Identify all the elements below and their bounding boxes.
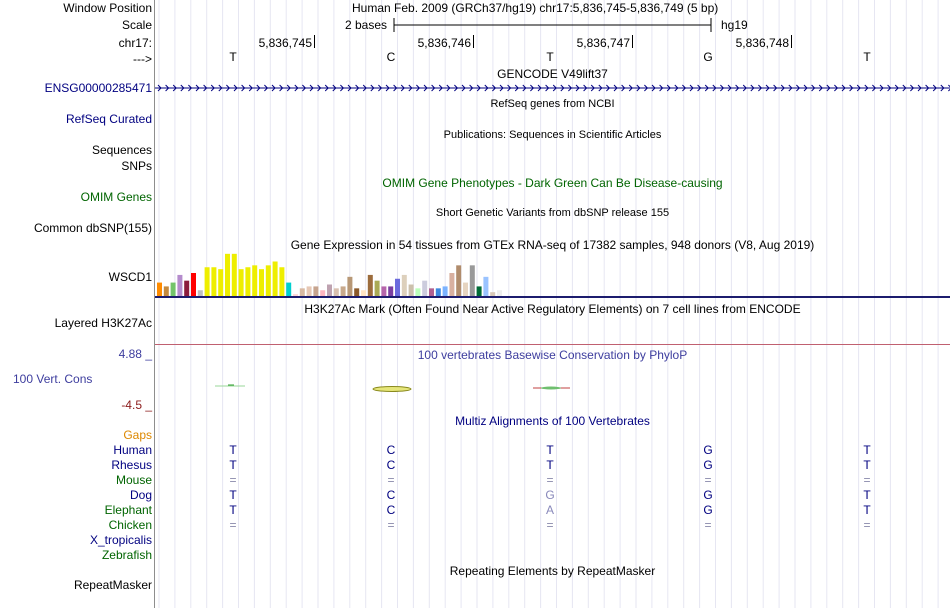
gtex-tissue-bar[interactable] — [293, 294, 298, 296]
multiz-aligned-base: T — [229, 488, 237, 502]
multiz-species-label[interactable]: Dog — [129, 488, 152, 502]
multiz-aligned-base: T — [229, 443, 237, 457]
multiz-aligned-base: T — [863, 503, 871, 517]
multiz-aligned-base: T — [229, 458, 237, 472]
gtex-tissue-bar[interactable] — [218, 269, 223, 296]
pubs-label-snps[interactable]: SNPs — [121, 159, 152, 173]
multiz-aligned-base: T — [229, 503, 237, 517]
multiz-species-label[interactable]: Rhesus — [111, 458, 152, 472]
gtex-tissue-bar[interactable] — [171, 283, 176, 296]
gtex-tissue-bar[interactable] — [477, 286, 482, 296]
gtex-tissue-bar[interactable] — [191, 273, 196, 296]
gtex-tissue-bar[interactable] — [429, 288, 434, 296]
assembly-position-text: Human Feb. 2009 (GRCh37/hg19) chr17:5,836,745-5,836,749 (5 bp) — [352, 1, 719, 15]
multiz-species-label[interactable]: Elephant — [104, 503, 152, 517]
rmsk-track-title[interactable]: Repeating Elements by RepeatMasker — [449, 564, 656, 578]
gtex-tissue-bar[interactable] — [375, 281, 380, 296]
gtex-tissue-bar[interactable] — [286, 283, 291, 296]
multiz-aligned-base: = — [546, 473, 554, 487]
multiz-aligned-base: = — [229, 518, 237, 532]
multiz-aligned-base: G — [703, 443, 713, 457]
multiz-aligned-base: = — [229, 473, 237, 487]
gtex-tissue-bar[interactable] — [184, 281, 189, 296]
gtex-tissue-bar[interactable] — [415, 288, 420, 296]
multiz-aligned-base: T — [546, 458, 554, 472]
gencode-gene-feature[interactable] — [155, 81, 950, 95]
gtex-tissue-bar[interactable] — [436, 288, 441, 296]
gtex-tissue-bar[interactable] — [252, 265, 257, 296]
gtex-tissue-bar[interactable] — [381, 286, 386, 296]
multiz-aligned-base: G — [703, 488, 713, 502]
scale-label: Scale — [121, 18, 152, 32]
gtex-tissue-bar[interactable] — [300, 288, 305, 296]
h3k27ac-baseline — [155, 344, 950, 345]
multiz-aligned-base: = — [704, 518, 712, 532]
gtex-tissue-bar[interactable] — [313, 286, 318, 296]
reference-base: T — [546, 50, 554, 64]
gtex-tissue-bar[interactable] — [409, 285, 414, 297]
phylop-min-label: -4.5 _ — [121, 398, 152, 412]
gtex-tissue-bar[interactable] — [443, 286, 448, 296]
scale-db: hg19 — [721, 18, 748, 32]
gtex-tissue-bar[interactable] — [470, 265, 475, 296]
multiz-aligned-base: = — [863, 473, 871, 487]
gtex-tissue-bar[interactable] — [395, 279, 400, 296]
pubs-track-title[interactable]: Publications: Sequences in Scientific Articles — [443, 129, 662, 141]
multiz-aligned-base: C — [386, 503, 396, 517]
multiz-aligned-base: T — [863, 443, 871, 457]
scale-bar — [393, 17, 713, 33]
multiz-aligned-base: = — [387, 518, 395, 532]
coordinate-tick — [791, 35, 792, 48]
gtex-tissue-bar[interactable] — [341, 286, 346, 296]
multiz-aligned-base: G — [545, 488, 555, 502]
multiz-aligned-base: G — [703, 458, 713, 472]
gtex-tissue-bar[interactable] — [177, 275, 182, 296]
coordinate-label: 5,836,748 — [735, 36, 789, 50]
gtex-tissue-bar[interactable] — [320, 290, 325, 296]
gtex-track-title[interactable]: Gene Expression in 54 tissues from GTEx RNA-seq of 17382 samples, 948 donors (V8, Aug 2019) — [290, 238, 815, 252]
h3k27ac-track-title[interactable]: H3K27Ac Mark (Often Found Near Active Regulatory Elements) on 7 cell lines from ENCODE — [304, 302, 801, 316]
multiz-gaps-label[interactable]: Gaps — [123, 428, 152, 442]
gtex-tissue-bar[interactable] — [456, 265, 461, 296]
chrom-label: chr17: — [118, 36, 152, 50]
gtex-tissue-bar[interactable] — [483, 277, 488, 296]
gtex-tissue-bar[interactable] — [449, 273, 454, 296]
multiz-species-label[interactable]: Human — [113, 443, 152, 457]
pubs-label-sequences[interactable]: Sequences — [91, 143, 152, 157]
gtex-tissue-bar[interactable] — [164, 286, 169, 296]
gtex-tissue-bar[interactable] — [368, 275, 373, 296]
coordinate-tick — [473, 35, 474, 48]
multiz-aligned-base: A — [545, 503, 554, 517]
phylop-track-title[interactable]: 100 vertebrates Basewise Conservation by PhyloP — [417, 348, 688, 362]
gtex-tissue-bar[interactable] — [402, 275, 407, 296]
coordinate-label: 5,836,746 — [417, 36, 471, 50]
gtex-tissue-bar[interactable] — [361, 290, 366, 296]
gencode-gene-label[interactable]: ENSG00000285471 — [44, 81, 152, 95]
refseq-track-label[interactable]: RefSeq Curated — [65, 112, 152, 126]
coordinate-label: 5,836,745 — [258, 36, 312, 50]
dbsnp-track-title[interactable]: Short Genetic Variants from dbSNP release 155 — [435, 207, 670, 219]
multiz-species-label[interactable]: Mouse — [115, 473, 152, 487]
omim-track-title[interactable]: OMIM Gene Phenotypes - Dark Green Can Be Disease-causing — [382, 176, 723, 190]
multiz-aligned-base: = — [387, 473, 395, 487]
window-position-label: Window Position — [63, 1, 152, 15]
reference-base: G — [703, 50, 713, 64]
multiz-aligned-base: = — [704, 473, 712, 487]
gtex-tissue-bar[interactable] — [232, 254, 237, 296]
multiz-track-title[interactable]: Multiz Alignments of 100 Vertebrates — [455, 414, 650, 428]
gtex-tissue-bar[interactable] — [388, 286, 393, 296]
multiz-aligned-base: T — [863, 458, 871, 472]
gtex-tissue-bar[interactable] — [225, 254, 230, 296]
gtex-tissue-bar[interactable] — [307, 286, 312, 296]
strand-label: ---> — [133, 52, 152, 66]
gtex-tissue-bar[interactable] — [347, 277, 352, 296]
multiz-aligned-base: T — [546, 443, 554, 457]
gtex-tissue-bar[interactable] — [211, 267, 216, 296]
phylop-track-label[interactable]: 100 Vert. Cons — [13, 372, 93, 386]
phylop-max-label: 4.88 _ — [118, 347, 152, 361]
gtex-tissue-bar[interactable] — [259, 269, 264, 296]
multiz-aligned-base: = — [863, 518, 871, 532]
gtex-tissue-bar[interactable] — [266, 265, 271, 296]
reference-base: C — [386, 50, 396, 64]
gtex-tissue-bar[interactable] — [239, 269, 244, 296]
coordinate-label: 5,836,747 — [576, 36, 630, 50]
gtex-tissue-bar[interactable] — [463, 283, 468, 296]
h3k27ac-track-label[interactable]: Layered H3K27Ac — [54, 316, 152, 330]
rmsk-track-label[interactable]: RepeatMasker — [73, 578, 152, 592]
gtex-tissue-bar[interactable] — [279, 267, 284, 296]
omim-track-label[interactable]: OMIM Genes — [80, 190, 152, 204]
refseq-track-title[interactable]: RefSeq genes from NCBI — [490, 98, 615, 110]
gtex-tissue-bar[interactable] — [497, 290, 502, 296]
multiz-species-label[interactable]: Zebrafish — [101, 548, 152, 562]
multiz-aligned-base: G — [703, 503, 713, 517]
gtex-tissue-bar[interactable] — [245, 267, 250, 296]
coordinate-tick — [632, 35, 633, 48]
multiz-species-label[interactable]: Chicken — [108, 518, 152, 532]
multiz-aligned-base: T — [863, 488, 871, 502]
phylop-signal[interactable] — [155, 380, 950, 396]
gtex-gene-label[interactable]: WSCD1 — [108, 270, 152, 284]
multiz-aligned-base: C — [386, 488, 396, 502]
reference-base: T — [863, 50, 871, 64]
gtex-tissue-bar[interactable] — [490, 292, 495, 296]
multiz-aligned-base: C — [386, 458, 396, 472]
gtex-tissue-bar[interactable] — [327, 285, 332, 297]
gtex-expression-chart[interactable] — [155, 250, 950, 298]
dbsnp-track-label[interactable]: Common dbSNP(155) — [33, 221, 152, 235]
scale-text: 2 bases — [345, 18, 388, 32]
gtex-tissue-bar[interactable] — [354, 288, 359, 296]
multiz-aligned-base: C — [386, 443, 396, 457]
gencode-track-title[interactable]: GENCODE V49lift37 — [497, 67, 608, 81]
multiz-aligned-base: = — [546, 518, 554, 532]
gtex-tissue-bar[interactable] — [422, 281, 427, 296]
reference-base: T — [229, 50, 237, 64]
multiz-species-label[interactable]: X_tropicalis — [89, 533, 152, 547]
gtex-tissue-bar[interactable] — [198, 290, 203, 296]
coordinate-tick — [314, 35, 315, 48]
gtex-tissue-bar[interactable] — [205, 267, 210, 296]
gtex-tissue-bar[interactable] — [273, 262, 278, 297]
gtex-tissue-bar[interactable] — [157, 283, 162, 296]
gtex-tissue-bar[interactable] — [334, 288, 339, 296]
